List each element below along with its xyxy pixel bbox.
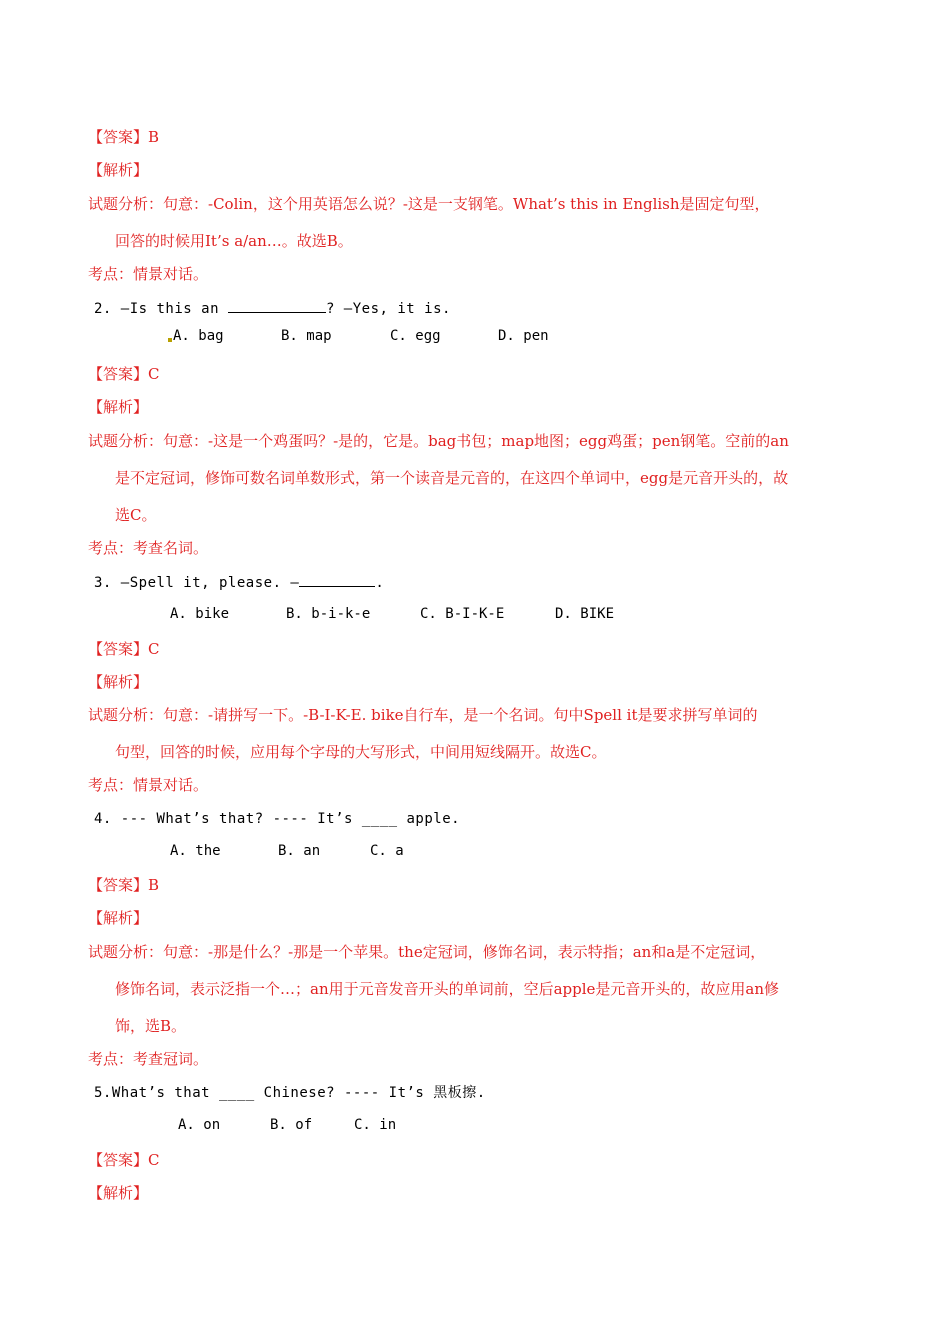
analysis-heading: 【解析】 xyxy=(88,909,149,927)
analysis-text: 修饰名词，表示泛指一个…；an用于元音发音开头的单词前，空后apple是元音开头的，故应用an修 xyxy=(115,980,780,998)
answer-label: 【答案】C xyxy=(88,1151,160,1169)
answer-blank xyxy=(299,572,375,587)
question-stem-end: . xyxy=(375,575,385,591)
question-stem-start: 2. —Is this an xyxy=(94,301,220,317)
option-b: B. of xyxy=(270,1117,313,1133)
option-c: C. egg xyxy=(390,328,441,344)
question-stem: 5.What’s that ____ Chinese? ---- It’s 黑板擦. xyxy=(94,1085,486,1101)
analysis-text: 试题分析：句意：-Colin，这个用英语怎么说？-这是一支钢笔。What’s this in English是固定句型， xyxy=(88,195,770,213)
analysis-text: 选C。 xyxy=(115,506,157,524)
option-b: B. b-i-k-e xyxy=(286,606,371,622)
option-a: A. bike xyxy=(170,606,230,622)
option-c: C. a xyxy=(370,843,404,859)
analysis-text: 句型，回答的时候，应用每个字母的大写形式，中间用短线隔开。故选C。 xyxy=(115,743,607,761)
analysis-heading: 【解析】 xyxy=(88,398,149,416)
option-c: C. B-I-K-E xyxy=(420,606,505,622)
knowledge-point: 考点：考查名词。 xyxy=(88,539,209,557)
question-stem-start: 3. —Spell it, please. — xyxy=(94,575,300,591)
analysis-text: 是不定冠词，修饰可数名词单数形式，第一个读音是元音的，在这四个单词中，egg是元音开头的，故 xyxy=(115,469,789,487)
option-a: A. on xyxy=(178,1117,221,1133)
option-d: D. pen xyxy=(498,328,549,344)
knowledge-point: 考点：考查冠词。 xyxy=(88,1050,209,1068)
option-d: D. BIKE xyxy=(555,606,615,622)
analysis-text: 饰，选B。 xyxy=(115,1017,187,1035)
analysis-heading: 【解析】 xyxy=(88,161,149,179)
answer-label: 【答案】B xyxy=(88,876,160,894)
analysis-text: 回答的时候用It’s a/an…。故选B。 xyxy=(115,232,353,250)
option-c: C. in xyxy=(354,1117,397,1133)
answer-label: 【答案】B xyxy=(88,128,160,146)
question-stem-end: ? —Yes, it is. xyxy=(325,301,451,317)
knowledge-point: 考点：情景对话。 xyxy=(88,776,209,794)
answer-blank xyxy=(228,298,326,313)
question-stem xyxy=(94,298,451,319)
knowledge-point: 考点：情景对话。 xyxy=(88,265,209,283)
question-stem xyxy=(94,572,384,593)
marker-dot xyxy=(168,338,172,342)
answer-label: 【答案】C xyxy=(88,365,160,383)
analysis-heading: 【解析】 xyxy=(88,1184,149,1202)
analysis-text: 试题分析：句意：-这是一个鸡蛋吗？-是的，它是。bag书包；map地图；egg鸡蛋；pen钢笔。空前的an xyxy=(88,432,789,450)
answer-label: 【答案】C xyxy=(88,640,160,658)
option-a: A. the xyxy=(170,843,221,859)
question-stem: 4. --- What’s that? ---- It’s ____ apple. xyxy=(94,811,461,827)
option-b: B. map xyxy=(281,328,332,344)
option-a: A. bag xyxy=(168,328,224,344)
analysis-heading: 【解析】 xyxy=(88,673,149,691)
analysis-text: 试题分析：句意：-那是什么？-那是一个苹果。the定冠词，修饰名词，表示特指；an和a是不定冠词， xyxy=(88,943,766,961)
option-b: B. an xyxy=(278,843,321,859)
analysis-text: 试题分析：句意：-请拼写一下。-B-I-K-E. bike自行车，是一个名词。句中Spell it是要求拼写单词的 xyxy=(88,706,758,724)
